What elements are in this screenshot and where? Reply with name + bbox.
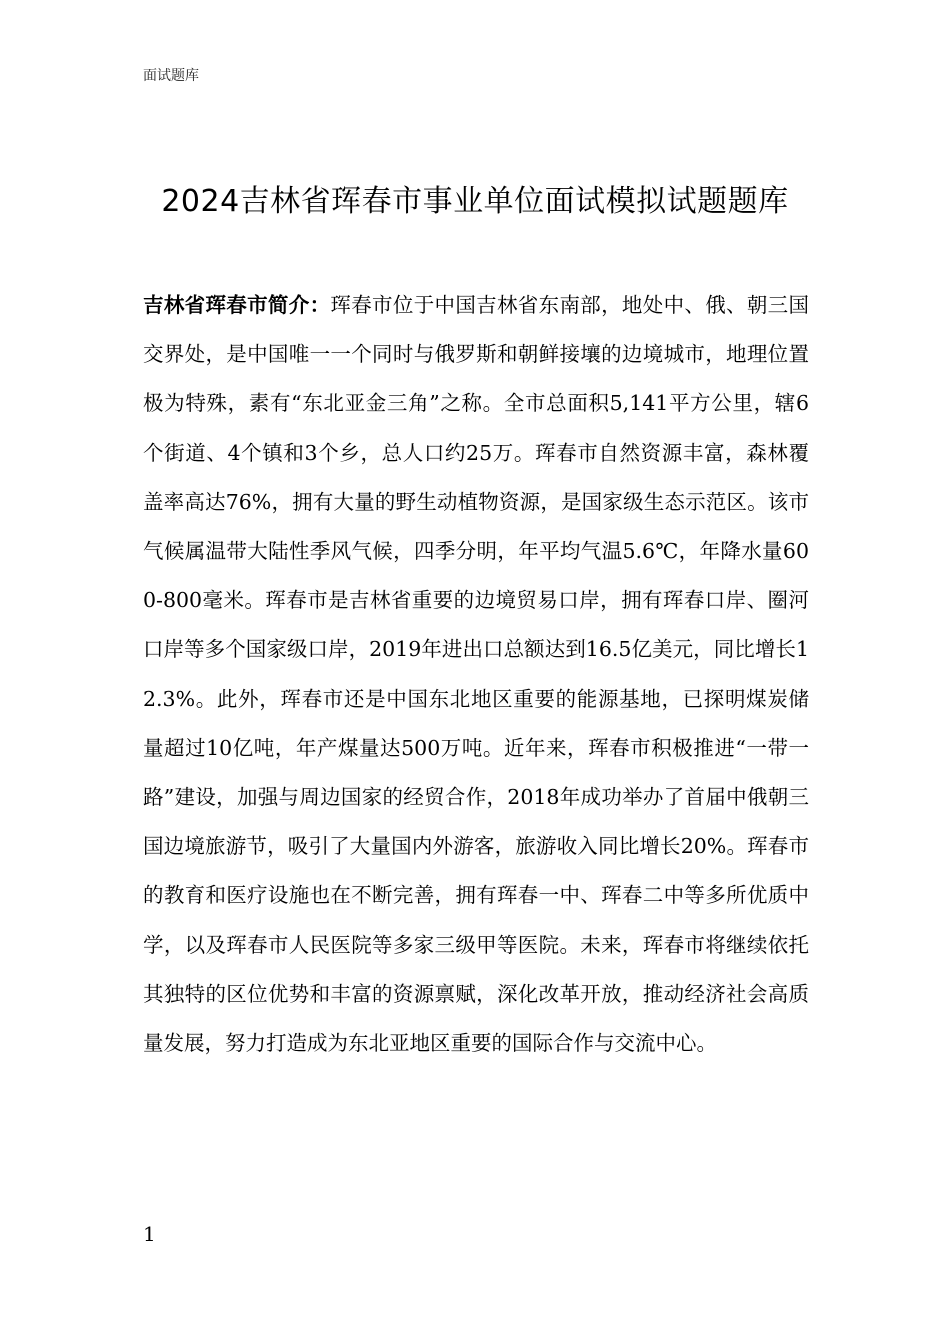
intro-text: 珲春市位于中国吉林省东南部，地处中、俄、朝三国交界处，是中国唯一一个同时与俄罗斯和朝鲜接壤的边境城市，地理位置极为特殊，素有“东北亚金三角”之称。全市总面积5,141平方公里，辖6个街道、4个镇和3个乡，总人口约25万。珲春市自然资源丰富，森林覆盖率高达76%，拥有大量的野生动植物资源，是国家级生态示范区。该市气候属温带大陆性季风气候，四季分明，年平均气温5.6℃，年降水量600-800毫米。珲春市是吉林省重要的边境贸易口岸，拥有珲春口岸、圈河口岸等多个国家级口岸，2019年进出口总额达到16.5亿美元，同比增长12.3%。此外，珲春市还是中国东北地区重要的能源基地，已探明煤炭储量超过10亿吨，年产煤量达500万吨。近年来，珲春市积极推进“一带一路”建设，加强与周边国家的经贸合作，2018年成功举办了首届中俄朝三国边境旅游节，吸引了大量国内外游客，旅游收入同比增长20%。珲春市的教育和医疗设施也在不断完善，拥有珲春一中、珲春二中等多所优质中学，以及珲春市人民医院等多家三级甲等医院。未来，珲春市将继续依托其独特的区位优势和丰富的资源禀赋，深化改革开放，推动经济社会高质量发展，努力打造成为东北亚地区重要的国际合作与交流中心。 (143, 293, 810, 1056)
intro-heading: 吉林省珲春市简介： (143, 293, 331, 317)
page-number: 1 (143, 1222, 156, 1246)
document-title: 2024吉林省珲春市事业单位面试模拟试题题库 (161, 184, 789, 219)
intro-paragraph (143, 281, 809, 1068)
page-header-label: 面试题库 (143, 68, 199, 84)
